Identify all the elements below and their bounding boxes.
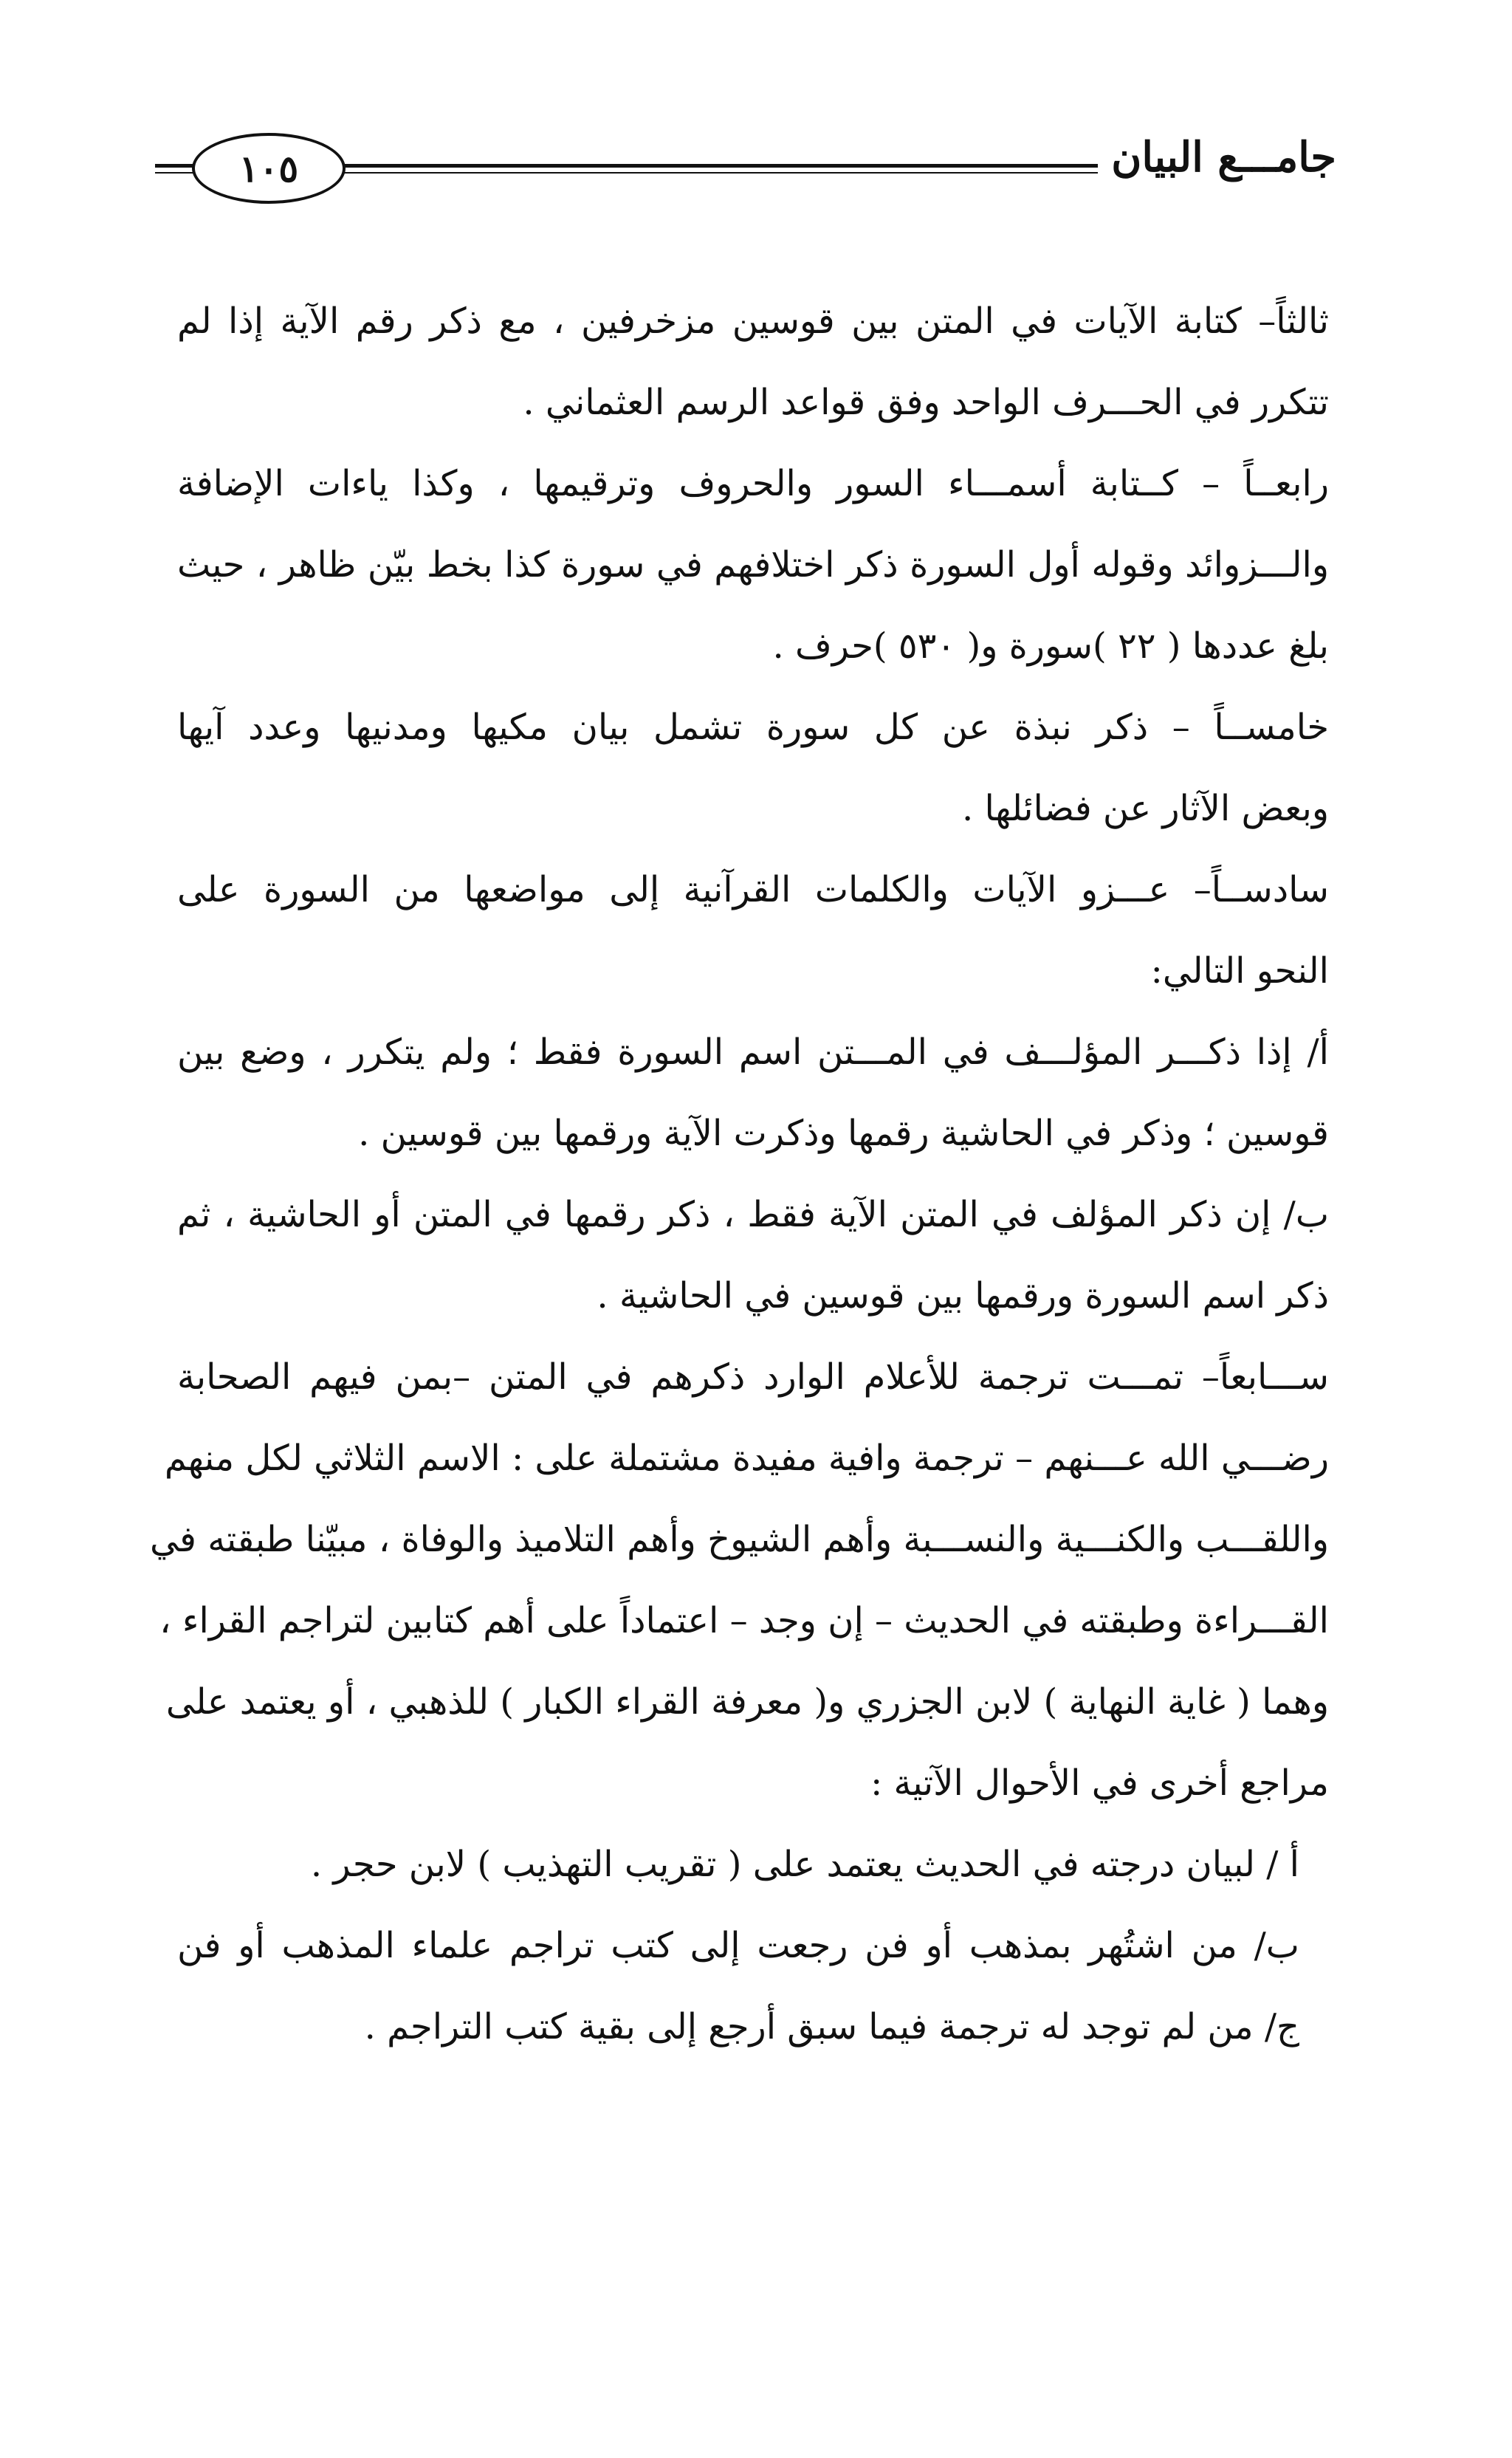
text-line: رابعــاً – كــتابة أسمـــاء السور والحروف وترقيمها ، وكذا ياءات الإضافة xyxy=(177,463,1330,504)
text-line: تتكرر في الحـــرف الواحد وفق قواعد الرسم العثماني . xyxy=(523,382,1329,423)
text-line: ب/ إن ذكر المؤلف في المتن الآية فقط ، ذكر رقمها في المتن أو الحاشية ، ثم xyxy=(177,1194,1329,1235)
text-line: رضـــي الله عـــنهم – ترجمة وافية مفيدة مشتملة على : الاسم الثلاثي لكل منهم xyxy=(164,1438,1329,1479)
text-line: ثالثاً– كتابة الآيات في المتن بين قوسين مزخرفين ، مع ذكر رقم الآية إذا لم xyxy=(177,301,1329,342)
text-line: قوسين ؛ وذكر في الحاشية رقمها وذكرت الآية ورقمها بين قوسين . xyxy=(358,1113,1329,1154)
book-title: جامـــع البيان xyxy=(1098,133,1336,182)
text-line: وبعض الآثار عن فضائلها . xyxy=(961,788,1329,829)
page-header xyxy=(155,118,1336,207)
text-line: بلغ عددها ( ٢٢ )سورة و( ٥٣٠ )حرف . xyxy=(772,625,1329,667)
text-line: سادســاً– عـــزو الآيات والكلمات القرآنية إلى مواضعها من السورة على xyxy=(177,869,1329,910)
text-line: ج/ من لم توجد له ترجمة فيما سبق أرجع إلى بقية كتب التراجم . xyxy=(364,2006,1299,2047)
text-line: ســـابعاً– تمـــت ترجمة للأعلام الوارد ذكرهم في المتن –بمن فيهم الصحابة xyxy=(177,1356,1329,1398)
text-line: واللقـــب والكنـــية والنســـبة وأهم الشيوخ وأهم التلاميذ والوفاة ، مبيّنا طبقته في xyxy=(149,1519,1329,1560)
text-line: أ / لبيان درجته في الحديث يعتمد على ( تقريب التهذيب ) لابن حجر . xyxy=(310,1844,1299,1885)
text-line: مراجع أخرى في الأحوال الآتية : xyxy=(870,1762,1329,1804)
text-line: والـــزوائد وقوله أول السورة ذكر اختلافهم في سورة كذا بخط بيّن ظاهر ، حيث xyxy=(177,544,1330,586)
text-line: أ/ إذا ذكـــر المؤلـــف في المـــتن اسم السورة فقط ؛ ولم يتكرر ، وضع بين xyxy=(177,1031,1329,1073)
page-number: ١٠٥ xyxy=(192,133,346,204)
text-line: وهما ( غاية النهاية ) لابن الجزري و( معرفة القراء الكبار ) للذهبي ، أو يعتمد على xyxy=(165,1681,1329,1723)
text-line: ب/ من اشتُهر بمذهب أو فن رجعت إلى كتب تراجم علماء المذهب أو فن xyxy=(177,1925,1299,1966)
text-line: النحو التالي: xyxy=(1150,950,1329,992)
text-line: القـــراءة وطبقته في الحديث – إن وجد – اعتماداً على أهم كتابين لتراجم القراء ، xyxy=(159,1600,1329,1641)
body-text xyxy=(149,281,1330,2067)
text-line: خامســاً – ذكر نبذة عن كل سورة تشمل بيان مكيها ومدنيها وعدد آيها xyxy=(177,707,1329,748)
text-line: ذكر اسم السورة ورقمها بين قوسين في الحاشية . xyxy=(597,1275,1329,1316)
